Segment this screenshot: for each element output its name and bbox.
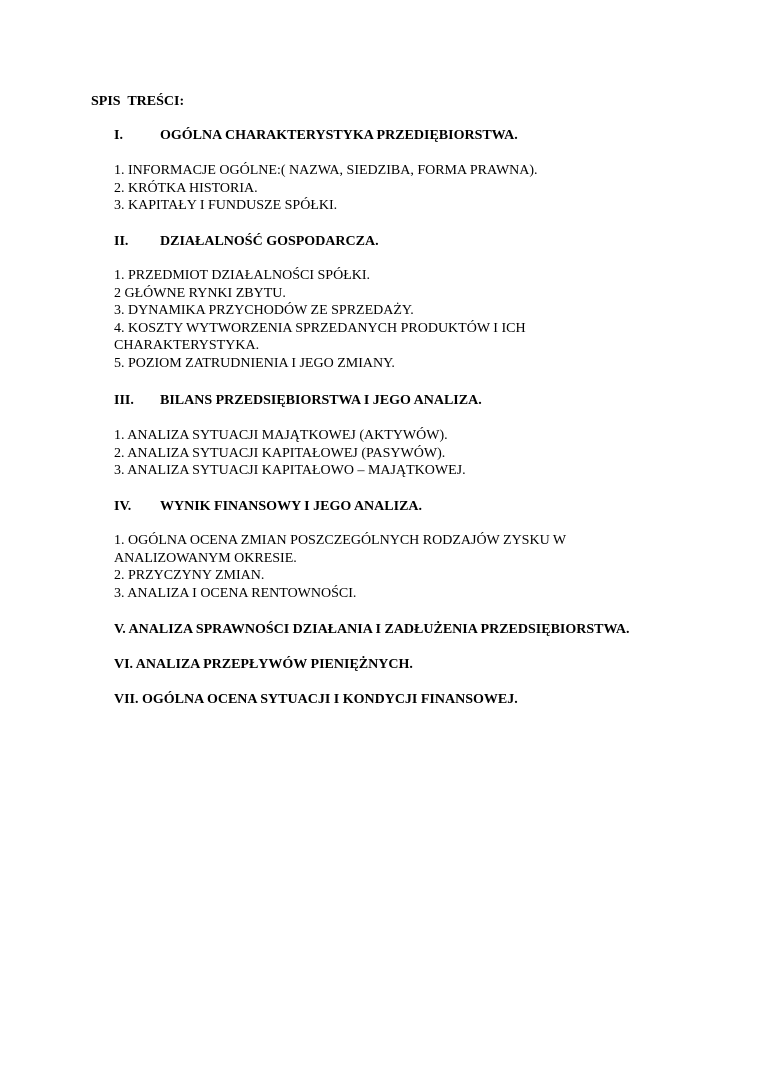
section-title: BILANS PRZEDSIĘBIORSTWA I JEGO ANALIZA. xyxy=(160,393,482,408)
list-item: 2. ANALIZA SYTUACJI KAPITAŁOWEJ (PASYWÓW). xyxy=(114,445,446,461)
section-heading-3 xyxy=(114,392,482,409)
list-item: 1. PRZEDMIOT DZIAŁALNOŚCI SPÓŁKI. xyxy=(114,268,371,283)
list-item: 3. KAPITAŁY I FUNDUSZE SPÓŁKI. xyxy=(114,198,338,214)
section-heading-4 xyxy=(114,498,422,515)
section-heading-6: VI. ANALIZA PRZEPŁYWÓW PIENIĘŻNYCH. xyxy=(114,657,413,672)
list-item: 3. ANALIZA I OCENA RENTOWNOŚCI. xyxy=(114,585,357,601)
list-item: 3. ANALIZA SYTUACJI KAPITAŁOWO – MAJĄTKOWEJ. xyxy=(114,463,466,479)
section-title: WYNIK FINANSOWY I JEGO ANALIZA. xyxy=(160,499,423,514)
section-items-1 xyxy=(114,162,674,215)
list-item: 2 GŁÓWNE RYNKI ZBYTU. xyxy=(114,285,286,301)
section-heading-1 xyxy=(114,127,518,144)
document-title: SPIS TREŚCI: xyxy=(91,94,185,109)
section-title: DZIAŁALNOŚĆ GOSPODARCZA. xyxy=(160,234,379,249)
section-items-2 xyxy=(114,267,674,373)
section-title: OGÓLNA CHARAKTERYSTYKA PRZEDIĘBIORSTWA. xyxy=(160,128,518,143)
section-items-4 xyxy=(114,532,674,602)
section-heading-2 xyxy=(114,233,379,250)
list-item: 1. OGÓLNA OCENA ZMIAN POSZCZEGÓLNYCH RODZAJÓW ZYSKU W ANALIZOWANYM OKRESIE. xyxy=(114,533,566,566)
list-item: 2. KRÓTKA HISTORIA. xyxy=(114,180,258,196)
list-item: 4. KOSZTY WYTWORZENIA SPRZEDANYCH PRODUKTÓW I ICH CHARAKTERYSTYKA. xyxy=(114,320,526,354)
section-items-3 xyxy=(114,427,674,480)
list-item: 1. ANALIZA SYTUACJI MAJĄTKOWEJ (AKTYWÓW). xyxy=(114,428,448,443)
section-heading-7: VII. OGÓLNA OCENA SYTUACJI I KONDYCJI FINANSOWEJ. xyxy=(114,692,518,707)
list-item: 3. DYNAMIKA PRZYCHODÓW ZE SPRZEDAŻY. xyxy=(114,303,414,319)
section-number: III. xyxy=(114,393,134,408)
list-item: 2. PRZYCZYNY ZMIAN. xyxy=(114,568,265,584)
list-item: 1. INFORMACJE OGÓLNE:( NAZWA, SIEDZIBA, FORMA PRAWNA). xyxy=(114,163,538,178)
list-item: 5. POZIOM ZATRUDNIENIA I JEGO ZMIANY. xyxy=(114,355,395,371)
section-number: IV. xyxy=(114,499,132,514)
section-number: I. xyxy=(114,128,123,143)
section-number: II. xyxy=(114,234,129,249)
section-heading-5: V. ANALIZA SPRAWNOŚCI DZIAŁANIA I ZADŁUŻENIA PRZEDSIĘBIORSTWA. xyxy=(114,622,630,637)
